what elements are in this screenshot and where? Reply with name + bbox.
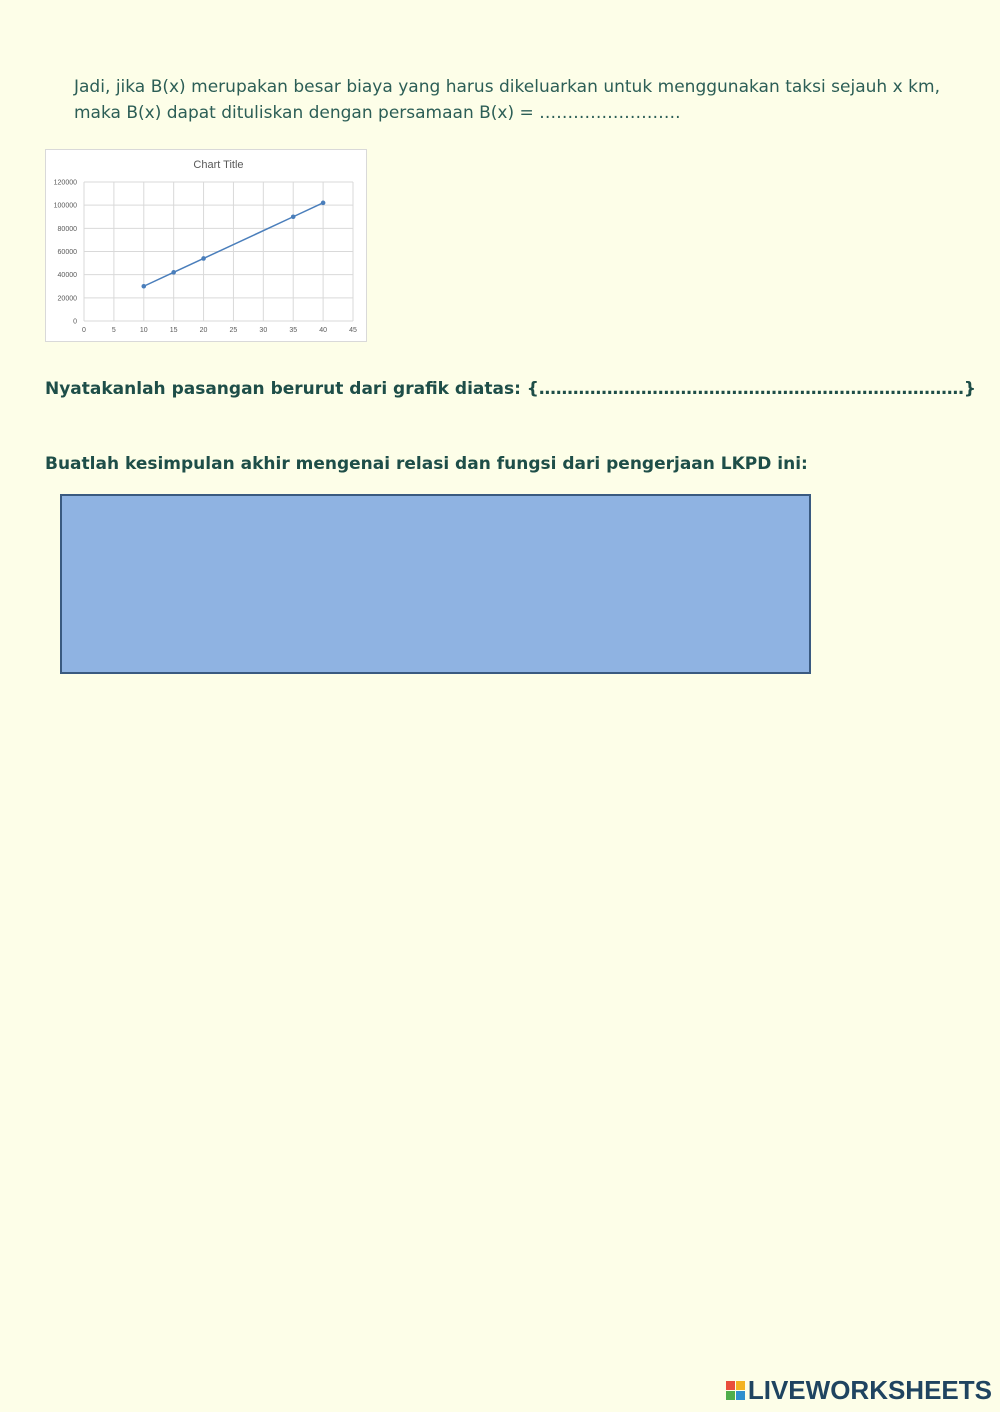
x-tick-label: 10 (139, 327, 148, 334)
data-point (141, 284, 146, 289)
y-tick-label: 120000 (53, 179, 77, 187)
intro-line-1: Jadi, jika B(x) merupakan besar biaya yang harus dikeluarkan untuk menggunakan taksi sejauh x km, (74, 77, 940, 97)
intro-paragraph (74, 74, 940, 126)
data-point (171, 270, 176, 275)
data-point (321, 201, 326, 206)
data-point (201, 256, 206, 261)
ordered-pairs-question: Nyatakanlah pasangan berurut dari grafik diatas: {…………………………………………………………………} (45, 379, 977, 399)
line-chart-svg (46, 150, 366, 341)
x-tick-label: 15 (169, 327, 178, 334)
y-tick-label: 20000 (57, 295, 77, 303)
y-tick-label: 40000 (57, 272, 77, 280)
y-tick-label: 100000 (53, 202, 77, 210)
y-tick-label: 0 (73, 318, 77, 326)
logo-text: LIVEWORKSHEETS (747, 1375, 992, 1405)
x-tick-label: 5 (111, 327, 116, 334)
x-tick-label: 40 (319, 327, 328, 334)
conclusion-answer-box[interactable] (60, 494, 811, 674)
conclusion-question: Buatlah kesimpulan akhir mengenai relasi dan fungsi dari pengerjaan LKPD ini: (45, 454, 808, 474)
intro-line-2: maka B(x) dapat dituliskan dengan persamaan B(x) = ……………………. (74, 103, 681, 123)
x-tick-label: 25 (229, 327, 238, 334)
x-tick-label: 20 (199, 327, 208, 334)
x-tick-label: 0 (82, 327, 86, 334)
x-tick-label: 30 (259, 327, 268, 334)
y-tick-label: 80000 (57, 225, 77, 233)
liveworksheets-logo-icon (726, 1381, 745, 1400)
data-point (291, 214, 296, 219)
x-tick-label: 45 (349, 327, 357, 334)
chart-title: Chart Title (193, 159, 244, 171)
x-tick-label: 35 (289, 327, 298, 334)
y-tick-label: 60000 (57, 249, 77, 256)
line-chart (45, 149, 367, 342)
liveworksheets-logo (726, 1375, 992, 1406)
